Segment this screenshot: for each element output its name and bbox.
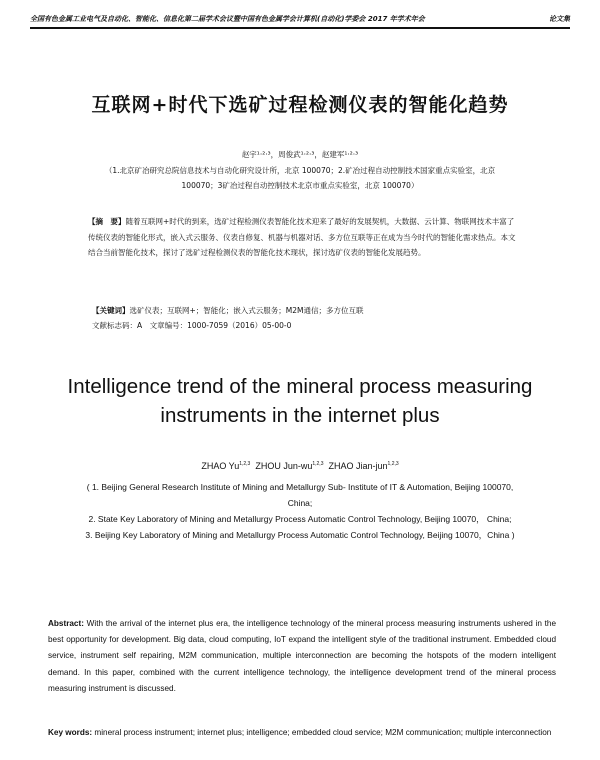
author-name: ZHAO Yu (201, 461, 240, 471)
chinese-abstract (88, 214, 520, 261)
chinese-keywords-text: 选矿仪表；互联网+；智能化；嵌入式云服务；M2M通信；多方位互联 (129, 306, 364, 315)
english-keywords-text: mineral process instrument; internet plus; intelligence; embedded cloud service; M2M communication; multiple interconnection (94, 728, 552, 737)
author-affil-sup: 1,2,3 (312, 461, 324, 467)
chinese-keywords (92, 305, 532, 316)
chinese-abstract-text: 随着互联网+时代的到来，选矿过程检测仪表智能化技术迎来了最好的发展契机，大数据、云计算、物联网技术丰富了传统仪表的智能化形式，嵌入式云服务、仪表自修复、机器与机器对话、多方位互联等正在成为当今时代的智能化需求热点。本文结合当前智能化技术，探讨了选矿过程检测仪表的智能化技术现状，探讨选矿仪表的智能化发展趋势。 (88, 217, 516, 257)
affiliation-item: ( 1. Beijing General Research Institute of Mining and Metallurgy Sub- Institute of IT & Automation, Beijing 100070, China; (86, 482, 514, 508)
author-affil-sup: 1,2,3 (387, 461, 399, 467)
author-name: ZHAO Jian-jun (328, 461, 388, 471)
affiliation-item: 3. Beijing Key Laboratory of Mining and Metallurgy Process Automatic Control Technology, Beijing 10070，China ) (85, 530, 515, 540)
english-authors (0, 461, 600, 471)
chinese-authors: 赵宇¹·²·³，周俊武¹·²·³，赵建军¹·²·³ (241, 150, 359, 159)
english-keywords (48, 725, 556, 740)
author-affil-sup: 1,2,3 (239, 461, 251, 467)
english-affiliations (78, 479, 522, 543)
author-name: ZHOU Jun-wu (255, 461, 313, 471)
chinese-title: 互联网+时代下选矿过程检测仪表的智能化趋势 (91, 94, 509, 116)
chinese-keywords-label: 【关键词】 (92, 306, 130, 315)
english-abstract-text: With the arrival of the internet plus era, the intelligence technology of the mineral process measuring instruments ushered in the best opportunity for development. Big data, cloud computing, IoT expand the intelligent style of the traditional instrument. Embedded cloud service, instrument self repairing, M2M communication, multiple interconnection are becoming the hotspots of the modern intelligent demand. In this paper, combined with the current intelligence technology, the intelligence development trend of the mineral process measuring instrument is discussed. (48, 619, 556, 693)
affiliation-item: 2. State Key Laboratory of Mining and Metallurgy Process Automatic Control Technology, Beijing 10070， China; (88, 514, 512, 524)
running-header-conference: 全国有色金属工业电气及自动化、智能化、信息化第二届学术会议暨中国有色金属学会计算机(自动化)学委会 2017 年学术年会 (30, 15, 425, 23)
english-abstract-label: Abstract: (48, 619, 84, 628)
english-abstract (48, 616, 556, 697)
english-title: Intelligence trend of the mineral process measuring instruments in the internet plus (67, 375, 533, 427)
chinese-classification: 文献标志码：A 文章编号：1000-7059（2016）05-00-0 (92, 321, 292, 330)
chinese-abstract-label: 【摘 要】 (88, 217, 126, 226)
english-keywords-label: Key words: (48, 728, 93, 737)
running-header-section: 论文集 (549, 15, 570, 23)
chinese-affiliations: （1.北京矿冶研究总院信息技术与自动化研究设计所，北京 100070；2.矿冶过程自动控制技术国家重点实验室，北京 100070；3矿冶过程自动控制技术北京市重点实验室，北京 100070） (104, 166, 496, 190)
running-header (30, 14, 570, 29)
